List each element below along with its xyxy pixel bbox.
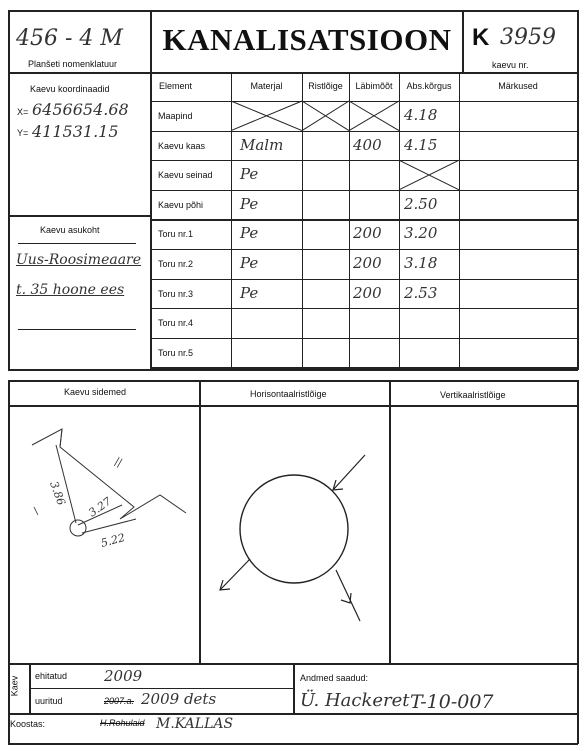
distance-line-3: [82, 519, 136, 533]
mark: ||: [112, 456, 124, 469]
tick-mark: [34, 507, 38, 515]
table-row-line: [150, 308, 577, 309]
sidemed-label: Kaevu sidemed: [64, 387, 127, 397]
table-row-labimoot: 400: [353, 135, 382, 154]
table-header-line: [150, 101, 577, 102]
sketch-border-top: [8, 380, 578, 382]
ehitatud-label: ehitatud: [35, 671, 68, 681]
ehitatud-value: 2009: [104, 667, 143, 685]
table-row-line: [150, 338, 577, 339]
uuritud-label: uuritud: [35, 696, 63, 706]
table-row-labimoot: 200: [353, 254, 382, 272]
page-title: KANALISATSIOON: [162, 22, 452, 57]
x-label: X=: [17, 107, 29, 117]
table-header-3: Läbimõõt: [355, 81, 393, 91]
top-border-left: [8, 10, 10, 370]
manhole-symbol: [70, 520, 86, 536]
table-header-1: Materjal: [250, 81, 283, 91]
table-row-element: Kaevu põhi: [158, 199, 204, 210]
table-row-element: Kaevu kaas: [158, 140, 206, 151]
table-header-0: Element: [159, 81, 193, 91]
table-row-materjal: Pe: [240, 165, 259, 184]
table-row-labimoot: 200: [353, 224, 382, 243]
table-row-materjal: Malm: [240, 135, 284, 154]
table-row-element: Kaevu seinad: [158, 170, 213, 181]
table-row-line: [150, 190, 577, 191]
footer-bottom-line: [8, 713, 578, 715]
asukoht-label: Kaevu asukoht: [40, 225, 100, 235]
table-row-element: Toru nr.1: [158, 229, 194, 240]
andmed-code: T-10-007: [410, 691, 494, 713]
uuritud-value: 2009 dets: [141, 690, 217, 708]
sketch-border-right: [577, 380, 579, 744]
table-row-materjal: Pe: [240, 194, 259, 213]
table-row-line: [150, 279, 577, 280]
koordinaadid-label: Kaevu koordinaadid: [30, 84, 110, 94]
footer-divider-andmed: [293, 663, 295, 713]
table-row-korgus: 2.53: [404, 283, 438, 302]
manhole-circle: [240, 475, 348, 583]
asukoht-line2: t. 35 hoone ees: [16, 282, 125, 298]
sketch-divider-2: [389, 380, 391, 663]
cross-line: [302, 101, 349, 131]
sidemed-sketch: [10, 407, 199, 663]
table-header-5: Märkused: [498, 81, 538, 91]
table-header-2: Ristlõige: [308, 81, 343, 91]
uuritud-struck: 2007.a.: [104, 696, 135, 706]
table-row-materjal: Pe: [240, 283, 259, 302]
kaevu-label: kaevu nr.: [492, 60, 529, 70]
building-corner: [60, 429, 62, 447]
cross-line: [399, 160, 459, 190]
nomenklatuur-value: 456 - 4 M: [16, 26, 123, 51]
header-divider-2: [462, 10, 464, 72]
table-row-korgus: 2.50: [404, 194, 438, 213]
table-row-line: [150, 131, 577, 132]
horisontaal-sketch: [200, 407, 389, 663]
pipe-in-2: [336, 570, 360, 621]
table-row-element: Maapind: [158, 111, 193, 121]
andmed-signature: Ü. Hackeret: [300, 690, 410, 711]
table-row-korgus: 3.20: [404, 224, 438, 243]
table-row-materjal: Pe: [240, 254, 259, 272]
nomenklatuur-label: Planšeti nomenklatuur: [28, 59, 118, 69]
footer-row-line: [29, 688, 293, 689]
andmed-label: Andmed saadud:: [300, 673, 369, 683]
cross-line: [231, 101, 302, 131]
table-row-line: [150, 219, 577, 220]
dim-1: 3.86: [47, 479, 68, 508]
table-row-line: [150, 160, 577, 161]
koostas-value: M.KALLAS: [156, 716, 234, 732]
koostas-label: Koostas:: [10, 719, 46, 729]
top-border-bottom: [8, 369, 578, 371]
table-row-materjal: Pe: [240, 224, 259, 243]
top-border-top: [8, 10, 578, 12]
cross-line: [349, 101, 399, 131]
koostas-line: [8, 743, 578, 745]
x-value: 6456654.68: [32, 100, 129, 119]
table-row-line: [150, 249, 577, 250]
table-col-line: [577, 72, 578, 367]
dim-3: 5.22: [99, 530, 127, 550]
cross-line: [231, 101, 302, 131]
header-bottom: [8, 72, 578, 74]
table-row-line: [150, 367, 577, 368]
pipe-in-1: [333, 455, 365, 490]
table-row-labimoot: 200: [353, 283, 382, 302]
cross-line: [302, 101, 349, 131]
asukoht-line-1: [18, 243, 136, 244]
y-label: Y=: [17, 128, 29, 138]
table-row-element: Toru nr.5: [158, 347, 194, 358]
horisontaal-label: Horisontaalristlõige: [250, 389, 327, 399]
asukoht-line1: Uus-Roosimeaare: [16, 252, 142, 268]
cross-line: [349, 101, 399, 131]
y-value: 411531.15: [32, 122, 119, 141]
pipe-out: [220, 559, 250, 590]
kaev-label: Kaev: [9, 675, 20, 697]
koostas-struck: H.Rohulaid: [100, 718, 145, 728]
table-row-element: Toru nr.3: [158, 288, 194, 299]
table-row-element: Toru nr.4: [158, 318, 194, 329]
kaevu-number: 3959: [500, 25, 556, 50]
asukoht-line-4: [18, 329, 136, 330]
vertikaal-label: Vertikaalristlõige: [440, 390, 506, 400]
table-row-element: Toru nr.2: [158, 259, 194, 269]
kaevu-prefix: K: [472, 24, 490, 51]
table-row-korgus: 4.15: [404, 135, 438, 154]
table-row-korgus: 3.18: [404, 254, 438, 272]
table-row-korgus: 4.18: [404, 106, 438, 124]
left-section-divider: [8, 215, 151, 217]
cross-line: [399, 160, 459, 190]
dim-2: 3.27: [86, 494, 114, 520]
table-header-4: Abs.kõrgus: [406, 81, 452, 91]
